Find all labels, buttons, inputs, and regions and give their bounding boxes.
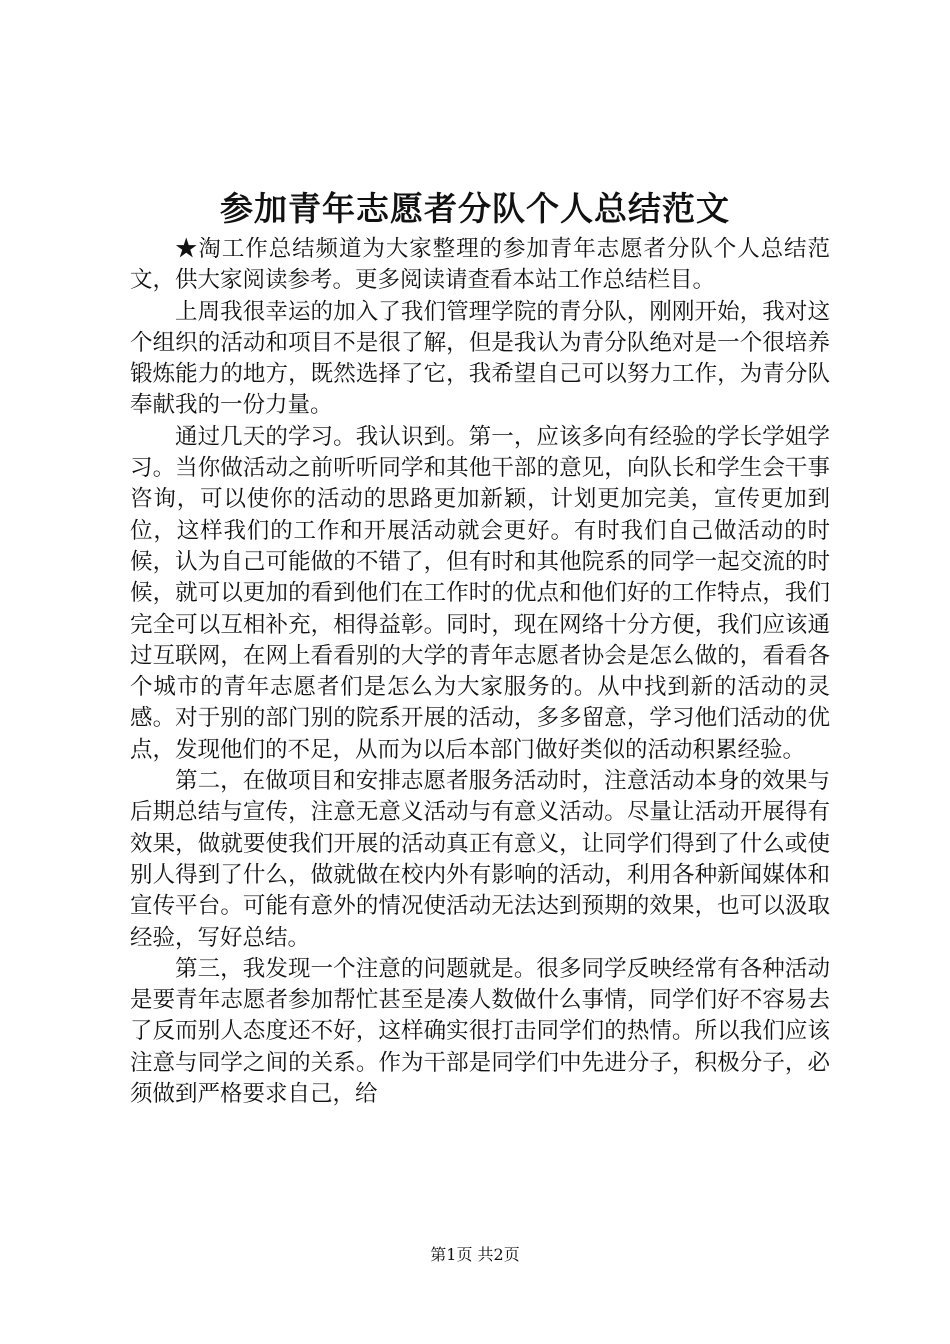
document-body [130, 234, 830, 1110]
paragraph-intro: ★淘工作总结频道为大家整理的参加青年志愿者分队个人总结范文，供大家阅读参考。更多阅读请查看本站工作总结栏目。 [130, 236, 830, 294]
page-number-footer: 第1页 共2页 [430, 1245, 520, 1264]
paragraph-first-point: 通过几天的学习。我认识到。第一，应该多向有经验的学长学姐学习。当你做活动之前听听同学和其他干部的意见，向队长和学生会干事咨询，可以使你的活动的思路更加新颖，计划更加完美，宣传更加到位，这样我们的工作和开展活动就会更好。有时我们自己做活动的时候，认为自己可能做的不错了，但有时和其他院系的同学一起交流的时候，就可以更加的看到他们在工作时的优点和他们好的工作特点，我们完全可以互相补充，相得益彰。同时，现在网络十分方便，我们应该通过互联网，在网上看看别的大学的青年志愿者协会是怎么做的，看看各个城市的青年志愿者们是怎么为大家服务的。从中找到新的活动的灵感。对于别的部门别的院系开展的活动，多多留意，学习他们活动的优点，发现他们的不足，从而为以后本部门做好类似的活动积累经验。 [130, 423, 830, 763]
paragraph-joining: 上周我很幸运的加入了我们管理学院的青分队，刚刚开始，我对这个组织的活动和项目不是很了解，但是我认为青分队绝对是一个很培养锻炼能力的地方，既然选择了它，我希望自己可以努力工作，为青分队奉献我的一份力量。 [130, 298, 830, 419]
document-title: 参加青年志愿者分队个人总结范文 [220, 189, 730, 228]
paragraph-second-point: 第二，在做项目和安排志愿者服务活动时，注意活动本身的效果与后期总结与宣传，注意无意义活动与有意义活动。尽量让活动开展得有效果，做就要使我们开展的活动真正有意义，让同学们得到了什么或使别人得到了什么，做就做在校内外有影响的活动，利用各种新闻媒体和宣传平台。可能有意外的情况使活动无法达到预期的效果，也可以汲取经验，写好总结。 [130, 768, 830, 951]
paragraph-third-point: 第三，我发现一个注意的问题就是。很多同学反映经常有各种活动是要青年志愿者参加帮忙甚至是凑人数做什么事情，同学们好不容易去了反而别人态度还不好，这样确实很打击同学们的热情。所以我们应该注意与同学之间的关系。作为干部是同学们中先进分子，积极分子，必须做到严格要求自己，给 [130, 955, 830, 1108]
